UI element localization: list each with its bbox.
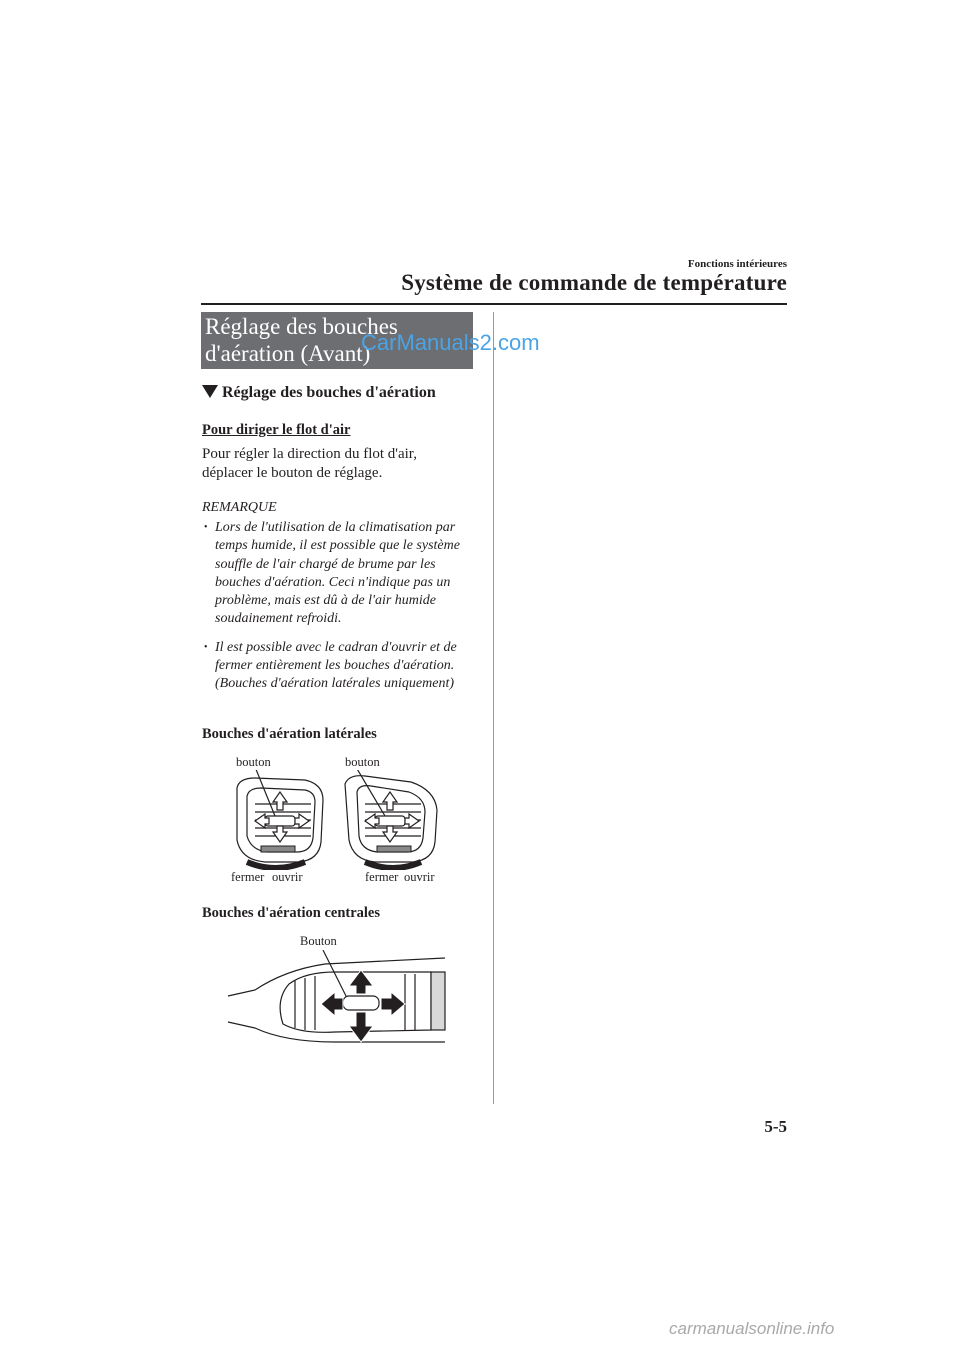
left-close-label: fermer [231,870,265,884]
banner-line-2: d'aération (Avant) [205,341,371,366]
arrow-right-icon [381,992,405,1016]
paragraph-line-2: déplacer le bouton de réglage. [202,465,383,481]
right-vent-dial-arc-icon [365,862,421,868]
section-title: Système de commande de température [401,270,787,295]
chapter-title: Fonctions intérieures [687,258,787,270]
arrow-down-icon [349,1012,373,1042]
arrow-up-icon [349,970,373,994]
left-vent-dial-arc-icon [247,862,305,868]
note-title: REMARQUE [202,500,277,515]
left-open-label: ouvrir [272,870,303,884]
instruction-paragraph [202,445,482,483]
right-close-label: fermer [365,870,399,884]
right-knob-label: bouton [345,755,380,769]
right-vent-dial [377,846,411,852]
column-separator [493,312,494,1104]
note-list [202,519,477,704]
side-vents-illustration [225,770,450,870]
right-open-label: ouvrir [404,870,435,884]
side-vents-caption: Bouches d'aération latérales [202,726,377,742]
center-knob-label: Bouton [300,934,337,948]
note-item: • Lors de l'utilisation de la climatisation par temps humide, il est possible que le système souffle de l'air chargé de brume par les bouches d'aération. Ceci n'indique pas un problème, mais est dû à de l'air humide soudainement refroidi. [202,519,477,629]
note-item: • Il est possible avec le cadran d'ouvrir et de fermer entièrement les bouches d'aération. (Bouches d'aération latérales uniquement) [202,639,477,694]
left-knob-label: bouton [236,755,271,769]
left-vent-dial [261,846,295,852]
minor-heading: Pour diriger le flot d'air [202,422,351,438]
subsection-heading-text: Réglage des bouches d'aération [222,384,436,401]
banner-line-1: Réglage des bouches [205,314,398,339]
footer-url: carmanualsonline.info [669,1319,835,1338]
center-vent-outline [228,950,445,1042]
subsection-heading [202,384,436,402]
paragraph-line-1: Pour régler la direction du flot d'air, [202,446,417,462]
watermark: CarManuals2.com [361,330,540,355]
arrow-left-icon [321,992,343,1016]
page-number: 5-5 [764,1117,787,1136]
center-vents-caption: Bouches d'aération centrales [202,905,381,921]
header-rule [201,303,787,305]
triangle-marker-icon [202,385,218,398]
center-vent-illustration [225,950,450,1050]
